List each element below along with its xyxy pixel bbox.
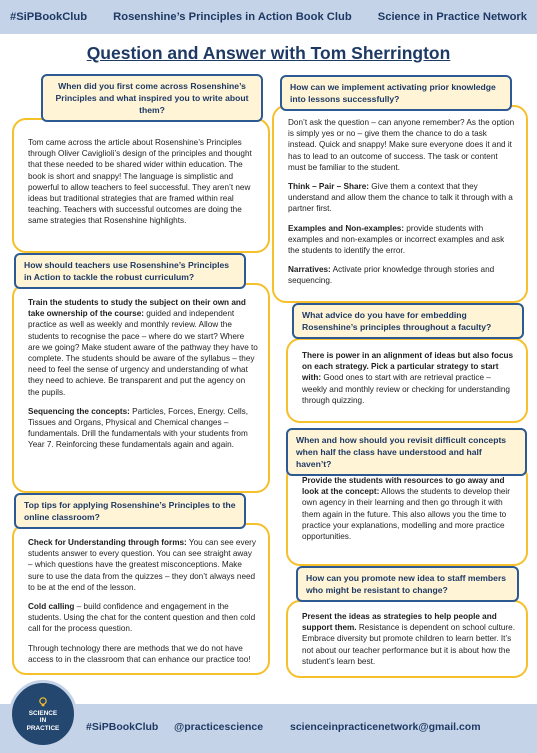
answer-text: Tom came across the article about Rosenshine’s Principles through Oliver Caviglioli’s design of the principles and thought that these needed to be shared wider within education. The book is short and snappy! The language is simplistic and powerful to allow teachers to feel successful. They aren’t new ideas but traditional strategies that are framed within real teaching. Teachers with successful outcomes are doing the same strategies that Rosenshine highlights. xyxy=(28,138,252,226)
answer-paragraph: Think – Pair – Share: Give them a context that they understand and allow them the chance to talk it through with a partner first. xyxy=(288,182,513,214)
lightbulb-icon xyxy=(37,696,49,708)
logo-line: PRACTICE xyxy=(26,724,60,732)
answer-paragraph: Don’t ask the question – can anyone remember? As the option is simply yes or no – give them the chance to do a task instead. Quick and snappy! Make sure everyone does it and it has to lead to an outcome of success. The task or content must be familiar to the student. xyxy=(288,118,515,172)
answer-paragraph: Through technology there are methods that we do not have access to in the classroom that can enhance our practice too! xyxy=(28,643,251,664)
answer-paragraph: Provide the students with resources to go away and look at the concept: Allows the students to develop their own agency in their learning and then go through it with them again in the future. This also allows you the time to practice your explanations, modelling and more practice opportunities. xyxy=(302,476,510,542)
answer-paragraph: Narratives: Activate prior knowledge through stories and sequencing. xyxy=(288,265,495,286)
footer-email-link[interactable]: scienceinpracticenetwork@gmail.com xyxy=(290,721,481,733)
answer-bubble-faculty-advice xyxy=(286,338,528,423)
answer-bubble-resistant-staff xyxy=(286,600,528,678)
answer-paragraph: Cold calling – build confidence and engagement in the students. Using the chat for the content question and then cold call for the process question. xyxy=(28,602,256,634)
question-box-resistant-staff: How can you promote new idea to staff members who might be resistant to change? xyxy=(296,566,519,602)
answer-bubble-robust-curriculum xyxy=(12,283,270,493)
header-book-club: Rosenshine’s Principles in Action Book Club xyxy=(113,11,352,23)
question-box-robust-curriculum: How should teachers use Rosenshine’s Principles in Action to tackle the robust curriculum? xyxy=(14,253,246,289)
page-title: Question and Answer with Tom Sherrington xyxy=(86,43,451,63)
logo-line: SCIENCE xyxy=(28,709,58,717)
question-box-first-encounter: When did you first come across Rosenshine’s Principles and what inspired you to write about them? xyxy=(41,74,263,122)
logo-line: IN xyxy=(39,717,47,725)
answer-bubble-prior-knowledge xyxy=(272,105,528,303)
answer-paragraph: Check for Understanding through forms: You can see every students answer to every question. You can see straight away – which questions have the greatest misconceptions. Make sure to use the data from the quizzes – they don’t always need to be at the end of the lesson. xyxy=(28,538,256,592)
question-box-prior-knowledge: How can we implement activating prior knowledge into lessons successfully? xyxy=(280,75,512,111)
answer-paragraph: Sequencing the concepts: Particles, Forces, Energy. Cells, Tissues and Organs, Physical and Chemical changes – fundamentals. Drill the fundamentals with your students from Year 7. Reinforcing these fundamentals again and again. xyxy=(28,406,249,450)
answer-paragraph: There is power in an alignment of ideas but also focus on each strategy. Pick a particular strategy to start with: Good ones to start with are retrieval practice – weekly and monthly review or checking for understanding through quizzing. xyxy=(302,351,514,405)
header-hashtag: #SiPBookClub xyxy=(10,11,88,23)
footer-hashtag: #SiPBookClub xyxy=(86,721,159,733)
answer-paragraph: Examples and Non-examples: provide students with examples and non-examples or incorrect examples and ask the students to identify the error. xyxy=(288,223,505,256)
answer-bubble-first-encounter xyxy=(12,118,270,253)
question-box-faculty-advice: What advice do you have for embedding Rosenshine’s principles throughout a faculty? xyxy=(292,303,524,339)
answer-bubble-revisit-concepts xyxy=(286,463,528,566)
answer-bubble-online-classroom xyxy=(12,523,270,675)
answer-paragraph: Train the students to study the subject on their own and take ownership of the course: guided and independent practice as well as weekly and monthly review. Allow the students to recognise the pace – where do we start? Where are we going? Make student aware of the pathway they have to complete. The students should be aware of the syllabus – they need to feel the sense of urgency and understanding of what they need to achieve. Be transparent and put the agency on the pupils. xyxy=(28,298,258,397)
footer-twitter-handle: @practicescience xyxy=(174,721,264,733)
header-network: Science in Practice Network xyxy=(377,11,527,23)
question-box-revisit-concepts: When and how should you revisit difficult concepts when half the class have understood and half haven’t? xyxy=(286,428,527,476)
answer-paragraph: Present the ideas as strategies to help people and support them. Resistance is dependent on school culture. Embrace diversity but promote children to learn better. It’s not about our teacher performance but it is about how the student’s learn best. xyxy=(302,612,515,666)
header-bar xyxy=(0,0,537,34)
science-in-practice-logo xyxy=(9,680,77,748)
question-box-online-classroom: Top tips for applying Rosenshine’s Principles to the online classroom? xyxy=(14,493,246,529)
